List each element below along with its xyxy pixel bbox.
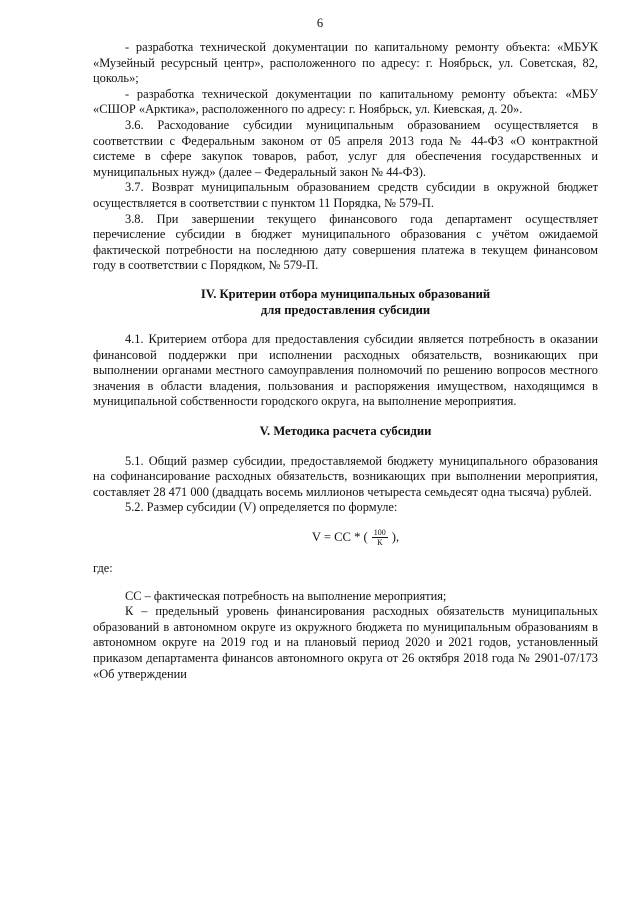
- paragraph-4-1: 4.1. Критерием отбора для предоставления субсидии является потребность в оказании финансовой поддержки при исполнении расходных обязательств, возникающих при выполнении органами местного самоуправления полномочий по решению вопросов местного значения в области владения, пользования и распоряжения имуществом, находящимся в муниципальной собственности городского округа, на выполнение мероприятия.: [93, 332, 598, 409]
- page-number: 6: [316, 16, 324, 30]
- paragraph-5-1: 5.1. Общий размер субсидии, предоставляемой бюджету муниципального образования на софинансирование расходных обязательств, возникающих при выполнении мероприятия, составляет 28 471 000 (двадцать восемь миллионов четыреста семьдесят одна тысяча) рублей.: [93, 453, 598, 499]
- formula-left: V = СС * (: [311, 530, 368, 545]
- paragraph-dev-doc-1: - разработка технической документации по капитальному ремонту объекта: «МБУК «Музейный ресурсный центр», расположенного по адресу: г. Ноябрьск, ул. Советская, 82, цоколь»;: [93, 40, 598, 86]
- fraction-denominator: К: [377, 538, 383, 548]
- formula-right: ),: [391, 530, 400, 545]
- formula-fraction: [372, 528, 388, 547]
- section-5-title: V. Методика расчета субсидии: [259, 424, 432, 439]
- paragraph-5-2: 5.2. Размер субсидии (V) определяется по формуле:: [125, 500, 398, 515]
- section-4-title-line-2: для предоставления субсидии: [260, 302, 431, 317]
- paragraph-3-7: 3.7. Возврат муниципальным образованием средств субсидии в окружной бюджет осуществляется в соответствии с пунктом 11 Порядка, № 579-П.: [93, 180, 598, 210]
- fraction-numerator: 100: [373, 528, 386, 538]
- paragraph-dev-doc-2: - разработка технической документации по капитальному ремонту объекта: «МБУ «СШОР «Арктика», расположенного по адресу: г. Ноябрьск, ул. Киевская, д. 20».: [93, 86, 598, 117]
- paragraph-3-6: 3.6. Расходование субсидии муниципальным образованием осуществляется в соответствии с Федеральным законом от 05 апреля 2013 года № 44-ФЗ «О контрактной системе в сфере закупок товаров, работ, услуг для обеспечения государственных и муниципальных нужд» (далее – Федеральный закон № 44-ФЗ).: [93, 117, 598, 179]
- definition-k: К – предельный уровень финансирования расходных обязательств муниципальных образований в автономном округе из окружного бюджета по муниципальным образованиям в автономном округе на 2019 год и на плановый период 2020 и 2021 годов, установленный приказом департамента финансов автономного округа от 26 октября 2018 года № 2901-07/173 «Об утверждении: [93, 604, 598, 681]
- section-4-title-line-1: IV. Критерии отбора муниципальных образований: [200, 286, 491, 301]
- paragraph-3-8: 3.8. При завершении текущего финансового года департамент осуществляет перечисление субсидии в бюджет муниципального образования с учётом ожидаемой фактической потребности на последнюю дату совершения платежа в текущем финансовом году в соответствии с Порядком, № 579-П.: [93, 211, 598, 273]
- top-paragraphs: [93, 40, 598, 274]
- definition-cc: СС – фактическая потребность на выполнение мероприятия;: [125, 588, 447, 603]
- subsidy-formula: [93, 528, 598, 547]
- where-label: где:: [93, 561, 113, 576]
